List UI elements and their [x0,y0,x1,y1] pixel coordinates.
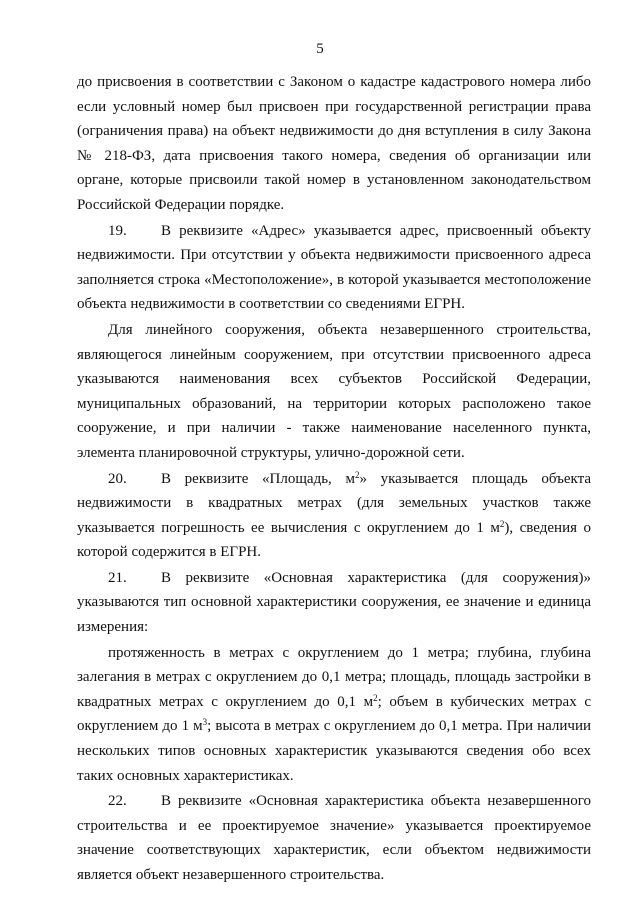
page-number: 5 [316,41,324,57]
paragraph-20-superscript-2: 2 [499,518,505,529]
paragraph-21-characteristics [77,641,591,789]
paragraph-20-superscript-1: 2 [354,469,360,480]
paragraph-20 [77,467,591,565]
paragraph-19-linear-structures: Для линейного сооружения, объекта незавершенного строительства, являющегося линейным сооружением, при отсутствии присвоенного адреса указываются наименования всех субъектов Российской Федерации, муниципальных образований, на территории которых расположено такое сооружение, и при наличии - также наименование населенного пункта, элемента планировочной структуры, улично-дорожной сети. [77,321,591,461]
paragraph-21b-superscript-2: 3 [202,717,208,728]
paragraph-22-number: 22. [108,793,127,810]
paragraph-20-text-a: В реквизите «Площадь, м [161,470,355,487]
paragraph-20-text-c: ), сведения о которой содержится в ЕГРН. [77,519,591,561]
paragraph-22-text: В реквизите «Основная характеристика объекта незавершенного строительства и ее проектируемое значение» указывается проектируемое значение соответствующих характеристик, если объектом недвижимости является объект незавершенного строительства. [77,793,591,883]
paragraph-21 [77,566,591,640]
paragraph-continuation: до присвоения в соответствии с Законом о кадастре кадастрового номера либо если условный номер был присвоен при государственной регистрации права (ограничения права) на объект недвижимости до дня вступления в силу Закона № 218-ФЗ, дата присвоения такого номера, сведения об организации или органе, которые присвоили такой номер в установленном законодательством Российской Федерации порядке. [77,74,591,213]
paragraph-19-number: 19. [108,222,127,239]
paragraph-21b-text-c: ; высота в метрах с округлением до 0,1 метра. При наличии нескольких типов основных характеристик указываются сведения обо всех таких основных характеристиках. [77,718,592,784]
paragraph-22 [77,789,591,887]
paragraph-21-number: 21. [108,569,127,586]
paragraph-21b-text-a: протяженность в метрах с округлением до 1 метра; глубина, глубина залегания в метрах с округлением до 0,1 метра; площадь, площадь застройки в квадратных метрах с округлением до 0,1 м [77,644,591,710]
paragraph-19-text: В реквизите «Адрес» указывается адрес, присвоенный объекту недвижимости. При отсутствии у объекта недвижимости присвоенного адреса заполняется строка «Местоположение», в которой указывается местоположение объекта недвижимости в соответствии со сведениями ЕГРН. [77,222,591,313]
paragraph-21-text: В реквизите «Основная характеристика (для сооружения)» указываются тип основной характеристики сооружения, ее значение и единица измерения: [77,569,591,636]
document-body [77,70,591,888]
paragraph-20-number: 20. [108,470,127,487]
paragraph-21b-text-b: ; объем в кубических метрах с округлением до 1 м [77,693,591,735]
paragraph-19 [77,219,591,317]
paragraph-21b-superscript-1: 2 [373,692,378,703]
paragraph-20-text-b: » указывается площадь объекта недвижимости в квадратных метрах (для земельных участков также указывается погрешность ее вычисления с округлением до 1 м [77,470,591,536]
